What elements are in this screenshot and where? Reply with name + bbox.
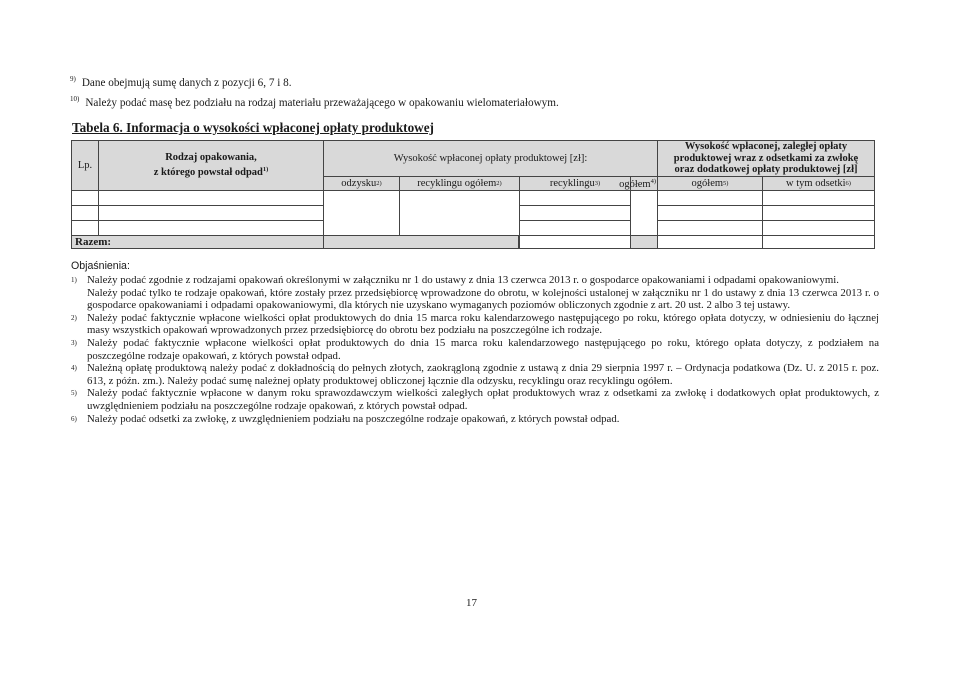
header-lp: Lp. <box>71 140 99 191</box>
row1-overdue-total-cell[interactable] <box>657 190 763 206</box>
page-number: 17 <box>466 597 477 609</box>
recycling-total-value-cell[interactable] <box>399 190 520 236</box>
row3-interest-cell[interactable] <box>762 220 875 236</box>
row2-type-cell[interactable] <box>98 205 324 221</box>
recovery-value-cell[interactable] <box>323 190 400 236</box>
subheader-interest: w tym odsetki 6) <box>762 176 875 191</box>
header-product-fee-paid: Wysokość wpłaconej opłaty produktowej [zł]: <box>323 140 658 177</box>
subheader-recovery: odzysku 2) <box>323 176 400 191</box>
total-row-shaded <box>323 235 519 249</box>
subheader-recycling: recyklingu 3) <box>519 176 631 191</box>
note-4: 4) Należną opłatę produktową należy podać z dokładnością do pełnych złotych, zaokrągloną zgodnie z ustawą z dnia 29 sierpnia 1997 r. – Ordynacja podatkowa (Dz. U. z 2015 r. poz. 613, z późn. zm.). Należy podać sumę należnej opłaty produktowej obliczonej łącznie dla odzysku, recyklingu oraz recyklingu ogółem. <box>71 362 879 387</box>
note-1-continued: Należy podać tylko te rodzaje opakowań, które zostały przez przedsiębiorcę wprowadzone do obrotu, w kolejności ustalonej w załączniku nr 1 do ustawy z dnia 13 czerwca 2013 r. o gospodarce opakowaniami i odpadami opakowaniowymi, dla których nie uzyskano wymaganych poziomów obliczonych zgodnie z art. 20 ust. 2 albo 3 tej ustawy. <box>87 286 879 312</box>
row3-type-cell[interactable] <box>98 220 324 236</box>
subheader-overdue-total: ogółem 5) <box>657 176 763 191</box>
total-row-shaded-2 <box>630 235 658 249</box>
note-6: 6) Należy podać odsetki za zwłokę, z uwzględnieniem podziału na poszczególne rodzaje opakowań, z których powstał odpad. <box>71 412 620 425</box>
total-row-label: Razem: <box>71 235 324 249</box>
note-2: 2) Należy podać faktycznie wpłacone wielkości opłat produktowych do dnia 15 marca roku kalendarzowego następującego po roku, którego opłata dotyczy, w odniesieniu do łącznej masy wszystkich opakowań wprowadzonych przez przedsiębiorcę do obrotu bez podziału na poszczególne ich rodzaje. <box>71 311 879 337</box>
footnote-10: $^{10)}$ Należy podać masę bez podziału na rodzaj materiału przeważającego w opakowaniu wielomateriałowym. <box>70 95 559 109</box>
row3-lp-cell[interactable] <box>71 220 99 236</box>
row2-interest-cell[interactable] <box>762 205 875 221</box>
row1-lp-cell[interactable] <box>71 190 99 206</box>
subheader-recycling-total: recyklingu ogółem 2) <box>399 176 520 191</box>
table-title: Tabela 6. Informacja o wysokości wpłaconej opłaty produktowej <box>72 120 434 135</box>
total-interest-cell[interactable] <box>762 235 875 249</box>
row2-recycling-cell[interactable] <box>519 205 631 221</box>
total-value-cell[interactable] <box>630 190 658 236</box>
row1-recycling-cell[interactable] <box>519 190 631 206</box>
note-5: 5) Należy podać faktycznie wpłacone w danym roku sprawozdawczym wielkości zaległych opłat produktowych wraz z odsetkami za zwłokę i dodatkowych opłat produktowych, z uwzględnieniem podziału na poszczególne rodzaje opakowań, z których powstał odpad. <box>71 387 879 412</box>
explanations-heading: Objaśnienia: <box>71 260 130 272</box>
explanations-list <box>71 274 879 425</box>
total-recycling-cell[interactable] <box>519 235 631 249</box>
footnote-9: $^{9)}$ Dane obejmują sumę danych z pozycji 6, 7 i 8. <box>70 75 292 89</box>
row2-lp-cell[interactable] <box>71 205 99 221</box>
note-3: 3) Należy podać faktycznie wpłacone wielkości opłat produktowych do dnia 15 marca roku kalendarzowego następującego po roku, którego opłata dotyczy, z podziałem na poszczególne rodzaje opakowań, z których powstał odpad. <box>71 336 879 362</box>
header-packaging-type: Rodzaj opakowania, z którego powstał odpad$^{1)}$ <box>98 140 324 191</box>
subheader-total: ogółem$^{4)}$ <box>619 178 656 190</box>
note-1: 1) Należy podać zgodnie z rodzajami opakowań określonymi w załączniku nr 1 do ustawy z dnia 13 czerwca 2013 r. o gospodarce opakowaniami i odpadami opakowaniowymi. <box>71 274 839 286</box>
row1-interest-cell[interactable] <box>762 190 875 206</box>
row3-overdue-total-cell[interactable] <box>657 220 763 236</box>
row2-overdue-total-cell[interactable] <box>657 205 763 221</box>
total-overdue-cell[interactable] <box>657 235 763 249</box>
row3-recycling-cell[interactable] <box>519 220 631 236</box>
header-overdue-fee-paid: Wysokość wpłaconej, zaległej opłaty produktowej wraz z odsetkami za zwłokę oraz dodatkowej opłaty produktowej [zł] <box>657 140 875 177</box>
row1-type-cell[interactable] <box>98 190 324 206</box>
